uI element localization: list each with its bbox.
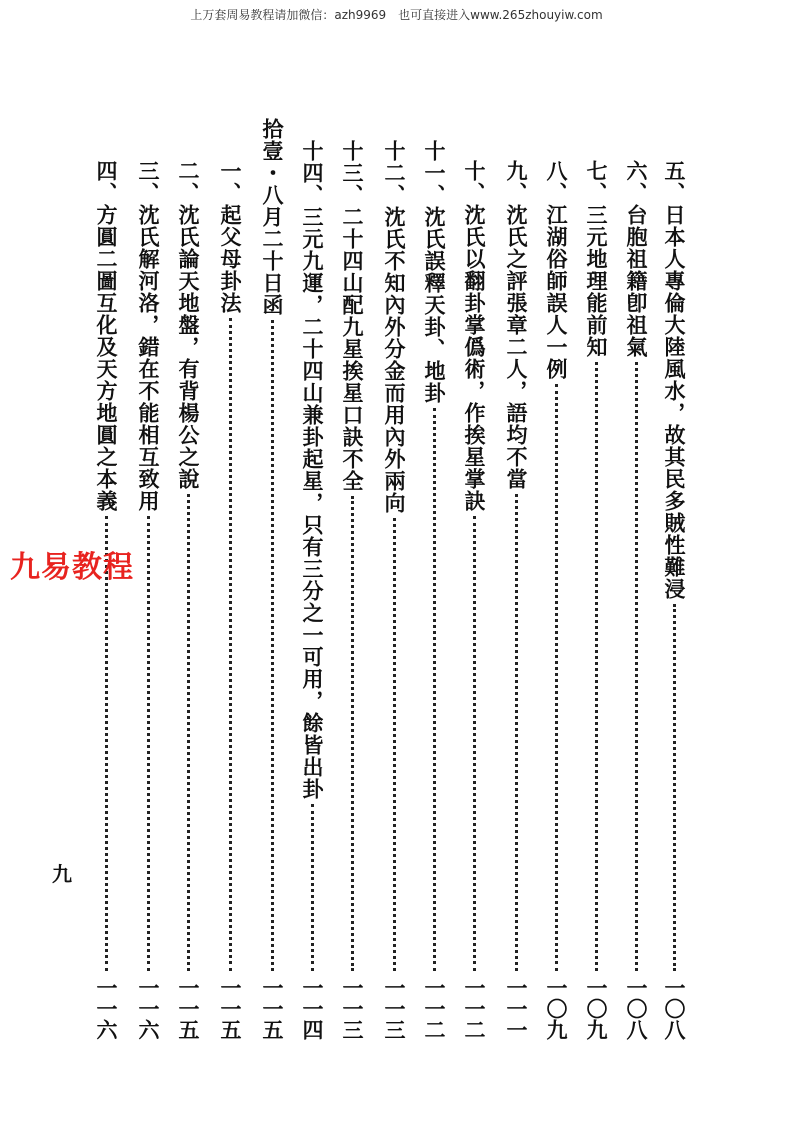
dot-leader [433, 408, 436, 971]
toc-entry [336, 140, 368, 1040]
dot-leader [635, 362, 638, 971]
dot-leader [147, 516, 150, 971]
watermark: 九易教程 [10, 550, 134, 585]
toc-entry-page: 一〇八 [624, 977, 649, 1040]
header-banner: 上万套周易教程请加微信：azh9969 也可直接进入www.265zhouyiw.com [190, 8, 603, 22]
toc-entry-title: 拾壹・八月二十日函 [260, 118, 285, 316]
dot-leader [393, 518, 396, 971]
dot-leader [187, 494, 190, 971]
toc-entry [296, 140, 328, 1040]
dot-leader [473, 516, 476, 971]
toc-entry-title: 八、江湖俗師誤人一例 [544, 160, 569, 380]
toc-entry-title: 十三、二十四山配九星挨星口訣不全 [340, 140, 365, 492]
toc-entry [90, 160, 122, 1040]
toc-entry [378, 140, 410, 1040]
toc-entry [458, 160, 490, 1040]
toc-entry [540, 160, 572, 1040]
dot-leader [311, 804, 314, 971]
toc-entry-page: 一一三 [340, 977, 365, 1040]
toc-entry-title: 二、沈氏論天地盤，有背楊公之說 [176, 160, 201, 490]
toc-entry-page: 一一二 [462, 977, 487, 1040]
dot-leader [229, 318, 232, 971]
toc-entry-page: 一〇九 [584, 977, 609, 1040]
toc-entry-page: 一〇八 [662, 977, 687, 1040]
dot-leader [351, 496, 354, 971]
toc-entry-page: 一一二 [422, 977, 447, 1040]
toc-entry [418, 140, 450, 1040]
toc-entry-title: 十二、沈氏不知內外分金而用內外兩向 [382, 140, 407, 514]
toc-entry-title: 十、沈氏以翻卦掌僞術，作挨星掌訣 [462, 160, 487, 512]
toc-entry-title: 七、三元地理能前知 [584, 160, 609, 358]
toc-entry-page: 一一一 [504, 977, 529, 1040]
dot-leader [271, 320, 274, 971]
toc-entry [214, 160, 246, 1040]
toc-entry-title: 十一、沈氏誤釋天卦、地卦 [422, 140, 447, 404]
toc-entry-title: 五、日本人專倫大陸風水，故其民多賊性難浸 [662, 160, 687, 600]
toc-entry-page: 一一六 [94, 977, 119, 1040]
toc-entry-page: 一一六 [136, 977, 161, 1040]
toc-entry [580, 160, 612, 1040]
dot-leader [555, 384, 558, 971]
toc-entry-page: 一一五 [218, 977, 243, 1040]
toc-entry-page: 一一五 [260, 977, 285, 1040]
toc-entry [256, 118, 288, 1040]
toc-entry-page: 一一四 [300, 977, 325, 1040]
toc-entry [500, 160, 532, 1040]
dot-leader [515, 494, 518, 971]
dot-leader [673, 604, 676, 971]
toc-entry [132, 160, 164, 1040]
toc-entry-title: 四、方圓二圖互化及天方地圓之本義 [94, 160, 119, 512]
toc-entry-title: 三、沈氏解河洛，錯在不能相互致用 [136, 160, 161, 512]
toc-entry-title: 九、沈氏之評張章二人，語均不當 [504, 160, 529, 490]
toc-entry-page: 一一五 [176, 977, 201, 1040]
page-number: 九 [52, 862, 72, 886]
toc-entry [172, 160, 204, 1040]
toc-entry [658, 160, 690, 1040]
dot-leader [595, 362, 598, 971]
toc-entry-title: 十四、三元九運，二十四山兼卦起星，只有三分之一可用，餘皆出卦 [300, 140, 325, 800]
toc-entry-title: 一、起父母卦法 [218, 160, 243, 314]
toc-entry-title: 六、台胞祖籍卽祖氣 [624, 160, 649, 358]
toc-entry-page: 一一三 [382, 977, 407, 1040]
toc-entry [620, 160, 652, 1040]
toc-entry-page: 一〇九 [544, 977, 569, 1040]
